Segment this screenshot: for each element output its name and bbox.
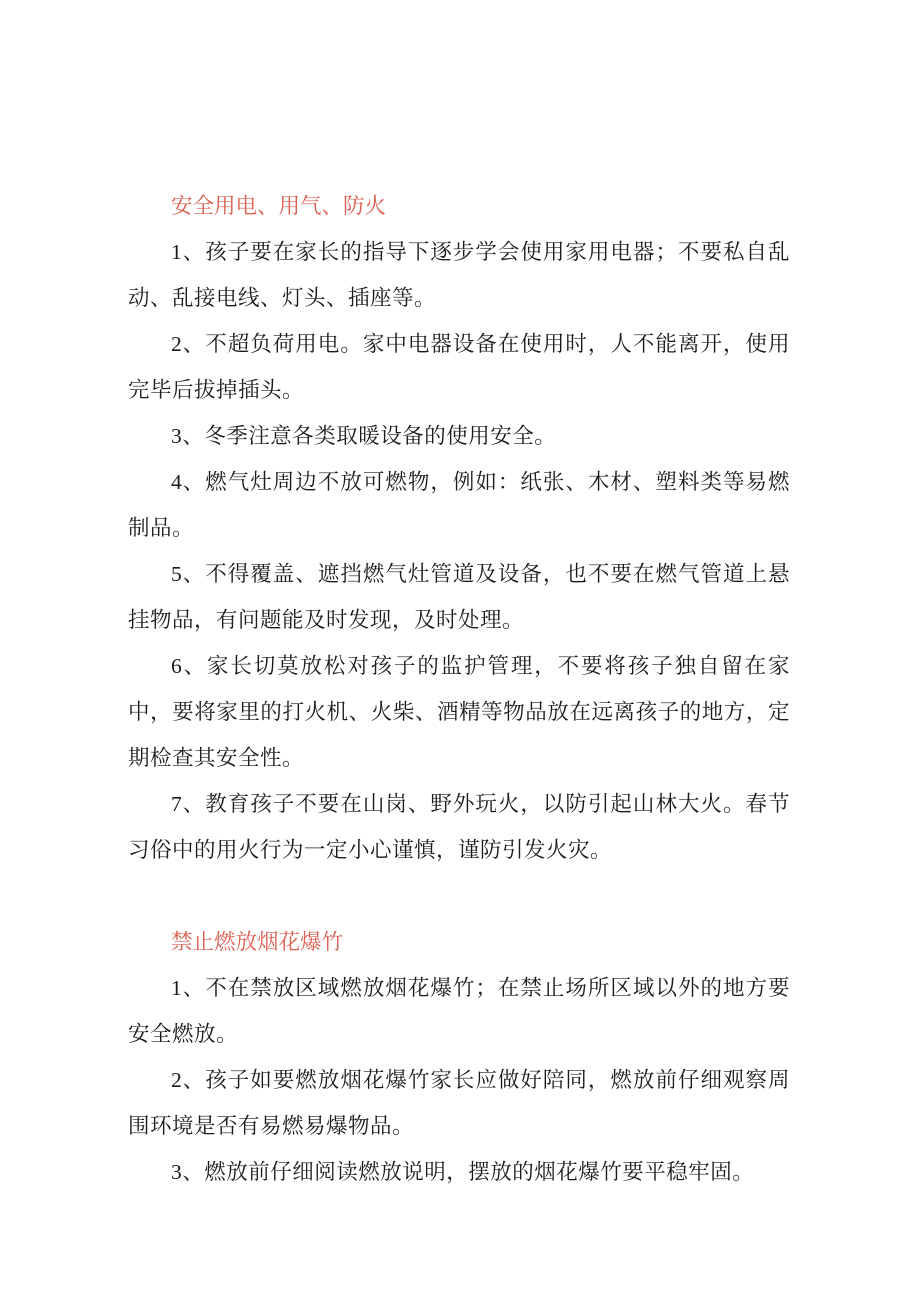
paragraph: 3、冬季注意各类取暖设备的使用安全。	[171, 424, 557, 448]
section-electric-gas-fire-safety	[128, 183, 790, 873]
paragraph: 1、不在禁放区域燃放烟花爆竹；在禁止场所区域以外的地方要安全燃放。	[128, 976, 790, 1046]
paragraph: 1、孩子要在家长的指导下逐步学会使用家用电器；不要私自乱动、乱接电线、灯头、插座等。	[128, 240, 790, 310]
paragraph: 6、家长切莫放松对孩子的监护管理，不要将孩子独自留在家中，要将家里的打火机、火柴、酒精等物品放在远离孩子的地方，定期检查其安全性。	[128, 654, 790, 770]
paragraph: 2、不超负荷用电。家中电器设备在使用时，人不能离开，使用完毕后拔掉插头。	[128, 332, 790, 402]
paragraph: 5、不得覆盖、遮挡燃气灶管道及设备，也不要在燃气管道上悬挂物品，有问题能及时发现，及时处理。	[128, 562, 790, 632]
paragraph: 7、教育孩子不要在山岗、野外玩火，以防引起山林大火。春节习俗中的用火行为一定小心谨慎，谨防引发火灾。	[128, 792, 790, 862]
paragraph: 3、燃放前仔细阅读燃放说明，摆放的烟花爆竹要平稳牢固。	[171, 1160, 755, 1184]
section-fireworks-prohibition	[128, 919, 790, 1195]
section-heading-electric-gas-fire-safety: 安全用电、用气、防火	[171, 194, 387, 218]
paragraph: 2、孩子如要燃放烟花爆竹家长应做好陪同，燃放前仔细观察周围环境是否有易燃易爆物品。	[128, 1068, 790, 1138]
paragraph: 4、燃气灶周边不放可燃物，例如：纸张、木材、塑料类等易燃制品。	[128, 470, 790, 540]
section-heading-fireworks-prohibition: 禁止燃放烟花爆竹	[171, 930, 344, 954]
